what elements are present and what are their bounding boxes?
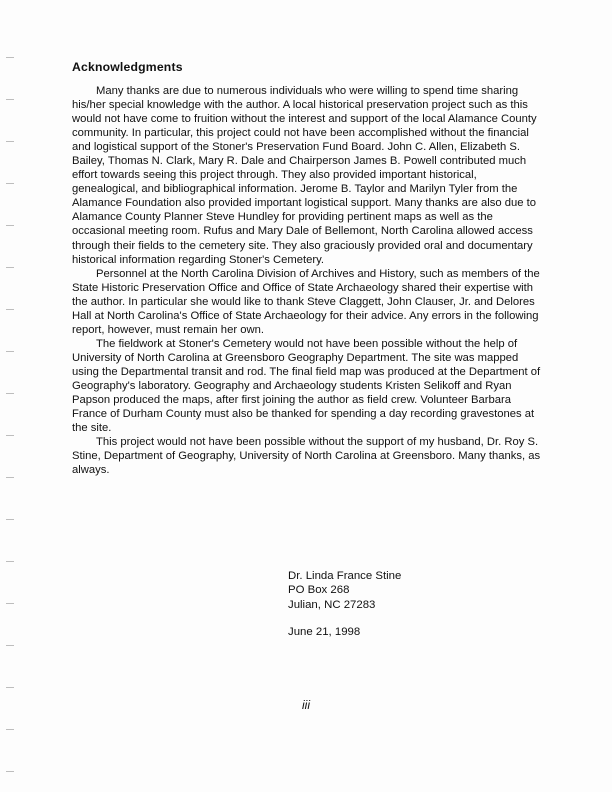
signature-block — [288, 569, 401, 640]
margin-tick — [6, 141, 14, 142]
margin-tick — [6, 267, 14, 268]
margin-tick — [6, 645, 14, 646]
margin-tick — [6, 519, 14, 520]
address-line-2: Julian, NC 27283 — [288, 598, 376, 611]
margin-tick — [6, 435, 14, 436]
paragraph-3: The fieldwork at Stoner's Cemetery would not have been possible without the help of University of North Carolina at Greensboro Geography Department. The site was mapped using the Departmental transit and rod. The final field map was produced at the Department of Geography's laboratory. Geography and Archaeology students Kristen Selikoff and Ryan Papson produced the maps, after first joining the author as field crew. Volunteer Barbara France of Durham County must also be thanked for spending a day recording gravestones at the site. — [72, 337, 541, 435]
left-margin-ticks — [0, 0, 20, 792]
margin-tick — [6, 687, 14, 688]
author-name: Dr. Linda France Stine — [288, 570, 402, 582]
margin-tick — [6, 309, 14, 310]
address-line-1: PO Box 268 — [288, 584, 350, 597]
document-page — [72, 60, 542, 477]
margin-tick — [6, 225, 14, 226]
margin-tick — [6, 57, 14, 58]
paragraph-1: Many thanks are due to numerous individuals who were willing to spend time sharing his/her special knowledge with the author. A local historical preservation project such as this would not have come to fruition without the interest and support of the local Alamance County community. In particular, this project could not have been accomplished without the financial and logistical support of the Stoner's Preservation Fund Board. John C. Allen, Elizabeth S. Bailey, Thomas N. Clark, Mary R. Dale and Chairperson James B. Powell contributed much effort towards seeing this project through. They also provided important historical, genealogical, and bibliographical information. Jerome B. Taylor and Marilyn Tyler from the Alamance Foundation also provided important logistical support. Many thanks are also due to Alamance County Planner Steve Hundley for providing pertinent maps as well as the occasional meeting room. Rufus and Mary Dale of Bellemont, North Carolina allowed access through their fields to the cemetery site. They also graciously provided oral and documentary historical information regarding Stoner's Cemetery. — [72, 85, 537, 266]
signature-date: June 21, 1998 — [288, 626, 361, 639]
acknowledgments-body — [72, 84, 542, 477]
margin-tick — [6, 99, 14, 100]
page-heading: Acknowledgments — [72, 60, 183, 74]
paragraph-2: Personnel at the North Carolina Division of Archives and History, such as members of the State Historic Preservation Office and Office of State Archaeology shared their expertise with the author. In particular she would like to thank Steve Claggett, John Clauser, Jr. and Delores Hall at North Carolina's Office of State Archaeology for their advice. Any errors in the following report, however, must remain her own. — [72, 267, 540, 336]
margin-tick — [6, 771, 14, 772]
margin-tick — [6, 183, 14, 184]
margin-tick — [6, 351, 14, 352]
margin-tick — [6, 729, 14, 730]
margin-tick — [6, 603, 14, 604]
paragraph-4: This project would not have been possible without the support of my husband, Dr. Roy S. Stine, Department of Geography, University of North Carolina at Greensboro. Many thanks, as always. — [72, 436, 541, 477]
margin-tick — [6, 477, 14, 478]
page-number: iii — [302, 698, 310, 712]
margin-tick — [6, 561, 14, 562]
margin-tick — [6, 393, 14, 394]
